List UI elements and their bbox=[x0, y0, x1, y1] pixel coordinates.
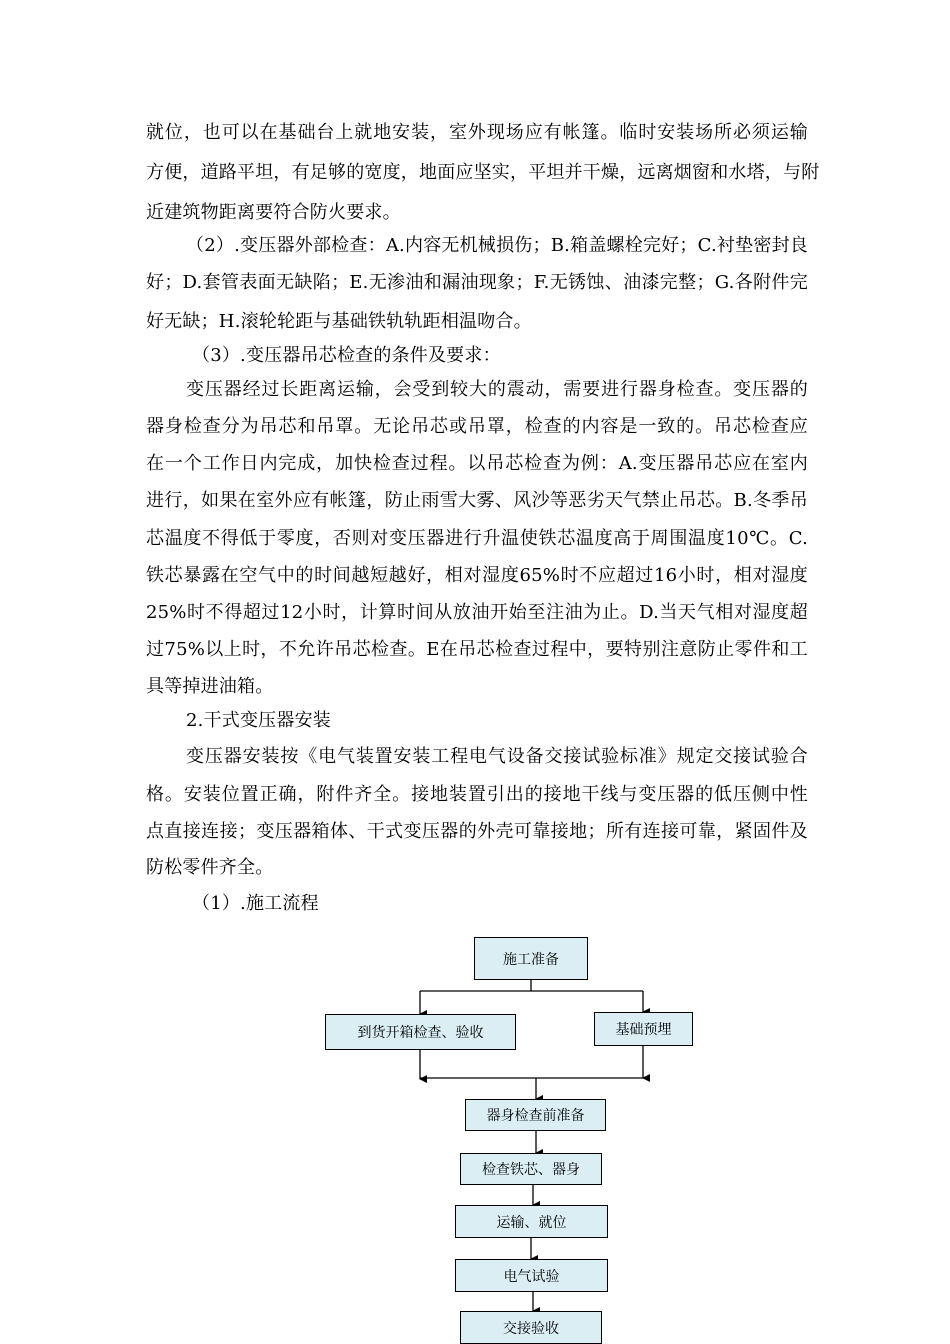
step-handover: 交接验收 bbox=[460, 1311, 602, 1344]
paragraph-line-18: 变压器安装按《电气装置安装工程电气设备交接试验标准》规定交接试验合 bbox=[186, 746, 808, 767]
step-core-check: 检查铁芯、器身 bbox=[460, 1153, 602, 1185]
paragraph-line-9: 器身检查分为吊芯和吊罩。无论吊芯或吊罩，检查的内容是一致的。吊芯检查应 bbox=[146, 416, 808, 437]
paragraph-line-2: 方便，道路平坦，有足够的宽度，地面应坚实，平坦并干燥，远离烟窗和水塔，与附 bbox=[146, 162, 820, 183]
step-electrical-test: 电气试验 bbox=[455, 1259, 608, 1292]
paragraph-line-12: 芯温度不得低于零度，否则对变压器进行升温使铁芯温度高于周围温度10℃。C. bbox=[146, 528, 808, 549]
paragraph-line-1: 就位，也可以在基础台上就地安装，室外现场应有帐篷。临时安装场所必须运输 bbox=[146, 122, 808, 143]
step-arrival-check: 到货开箱检查、验收 bbox=[325, 1014, 516, 1050]
step-foundation: 基础预埋 bbox=[594, 1012, 693, 1046]
paragraph-line-16: 具等掉进油箱。 bbox=[146, 676, 274, 697]
paragraph-line-15: 过75%以上时，不允许吊芯检查。E在吊芯检查过程中，要特别注意防止零件和工 bbox=[146, 639, 808, 660]
step-pre-inspection: 器身检查前准备 bbox=[465, 1099, 606, 1131]
paragraph-line-5: 好；D.套管表面无缺陷；E.无渗油和漏油现象；F.无锈蚀、油漆完整；G.各附件完 bbox=[146, 272, 808, 293]
paragraph-line-4: （2）.变压器外部检查：A.内容无机械损伤；B.箱盖螺栓完好；C.衬垫密封良 bbox=[186, 235, 808, 256]
paragraph-line-6: 好无缺；H.滚轮轮距与基础铁轨轨距相温吻合。 bbox=[146, 311, 532, 332]
paragraph-line-11: 进行，如果在室外应有帐篷，防止雨雪大雾、风沙等恶劣天气禁止吊芯。B.冬季吊 bbox=[146, 490, 808, 511]
paragraph-line-20: 点直接连接；变压器箱体、干式变压器的外壳可靠接地；所有连接可靠，紧固件及 bbox=[146, 821, 808, 842]
paragraph-line-3: 近建筑物距离要符合防火要求。 bbox=[146, 202, 401, 223]
paragraph-line-10: 在一个工作日内完成，加快检查过程。以吊芯检查为例：A.变压器吊芯应在室内 bbox=[146, 453, 808, 474]
paragraph-line-14: 25%时不得超过12小时，计算时间从放油开始至注油为止。D.当天气相对湿度超 bbox=[146, 602, 808, 623]
paragraph-line-13: 铁芯暴露在空气中的时间越短越好，相对湿度65%时不应超过16小时，相对湿度 bbox=[146, 565, 808, 586]
step-prepare: 施工准备 bbox=[474, 937, 588, 980]
section-heading-hoisting: （3）.变压器吊芯检查的条件及要求： bbox=[192, 345, 501, 366]
step-transport: 运输、就位 bbox=[455, 1205, 608, 1238]
section-heading-dry-transformer: 2.干式变压器安装 bbox=[186, 710, 331, 731]
paragraph-line-8: 变压器经过长距离运输，会受到较大的震动，需要进行器身检查。变压器的 bbox=[186, 379, 808, 400]
paragraph-line-19: 格。安装位置正确，附件齐全。接地装置引出的接地干线与变压器的低压侧中性 bbox=[146, 784, 808, 805]
paragraph-line-21: 防松零件齐全。 bbox=[146, 857, 274, 878]
section-heading-process: （1）.施工流程 bbox=[192, 893, 319, 914]
